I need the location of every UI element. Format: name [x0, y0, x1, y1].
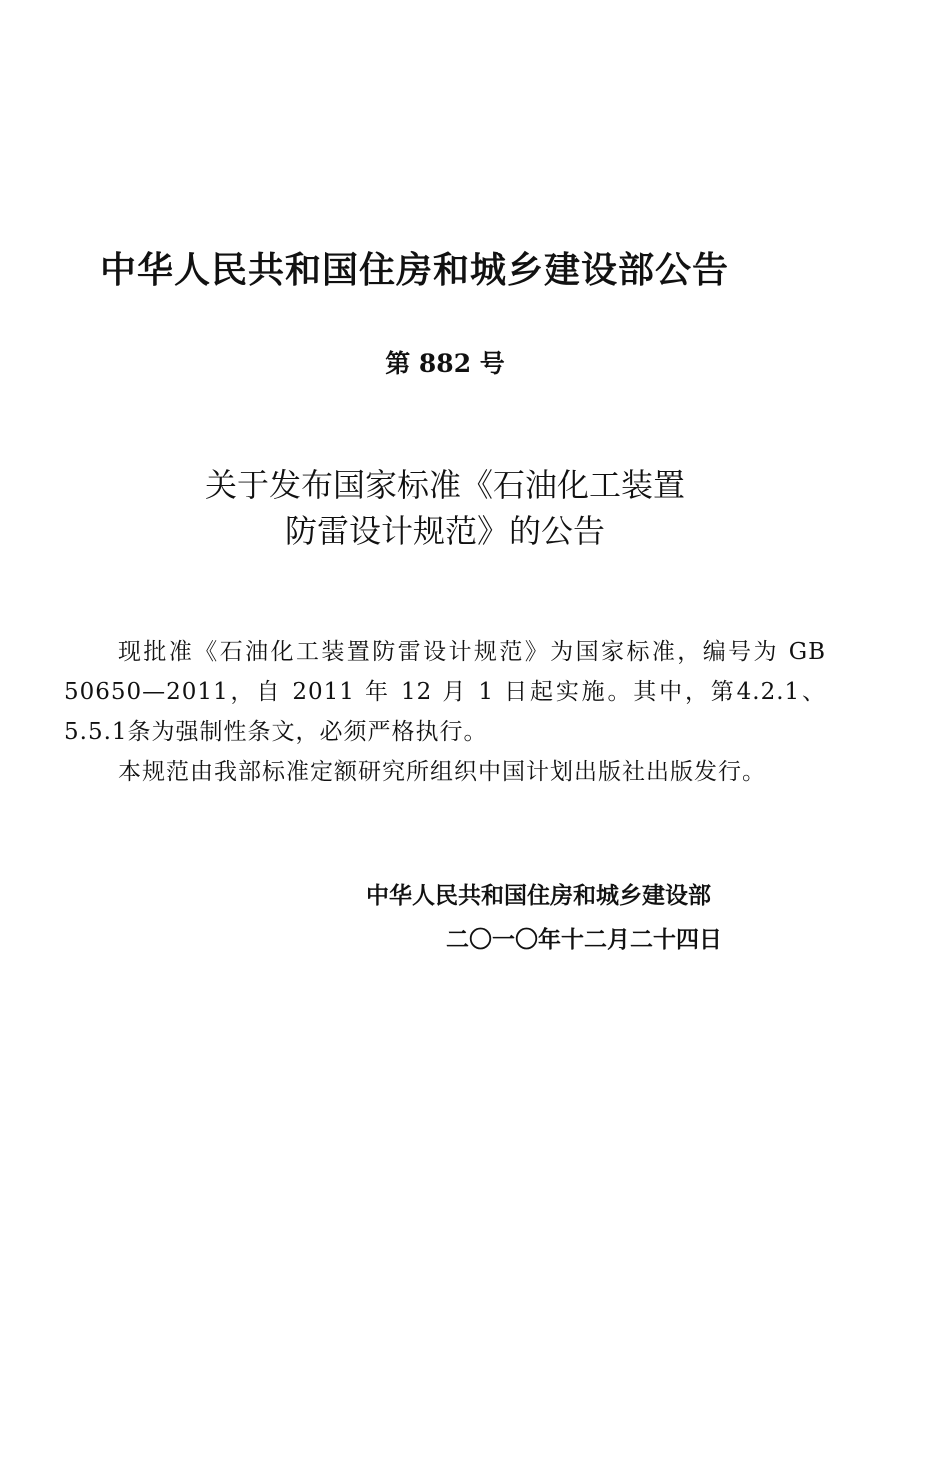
- notice-number: 第 882 号: [385, 349, 505, 378]
- notice-heading-line-1: 关于发布国家标准《石油化工装置: [204, 466, 685, 504]
- notice-heading: [0, 462, 890, 554]
- signature-date: 二〇一〇年十二月二十四日: [446, 927, 722, 953]
- body-paragraph-1: 现批准《石油化工装置防雷设计规范》为国家标准，编号为 GB 50650—2011，自 2011 年 12 月 1 日起实施。其中，第4.2.1、5.5.1条为强制性条文，必须严格执行。: [64, 639, 826, 745]
- body-paragraph-2: 本规范由我部标准定额研究所组织中国计划出版社出版发行。: [118, 759, 766, 785]
- ministry-title: 中华人民共和国住房和城乡建设部公告: [100, 250, 730, 291]
- notice-body: [64, 632, 826, 792]
- notice-heading-line-2: 防雷设计规范》的公告: [284, 512, 605, 550]
- signature-organization: 中华人民共和国住房和城乡建设部: [366, 883, 711, 909]
